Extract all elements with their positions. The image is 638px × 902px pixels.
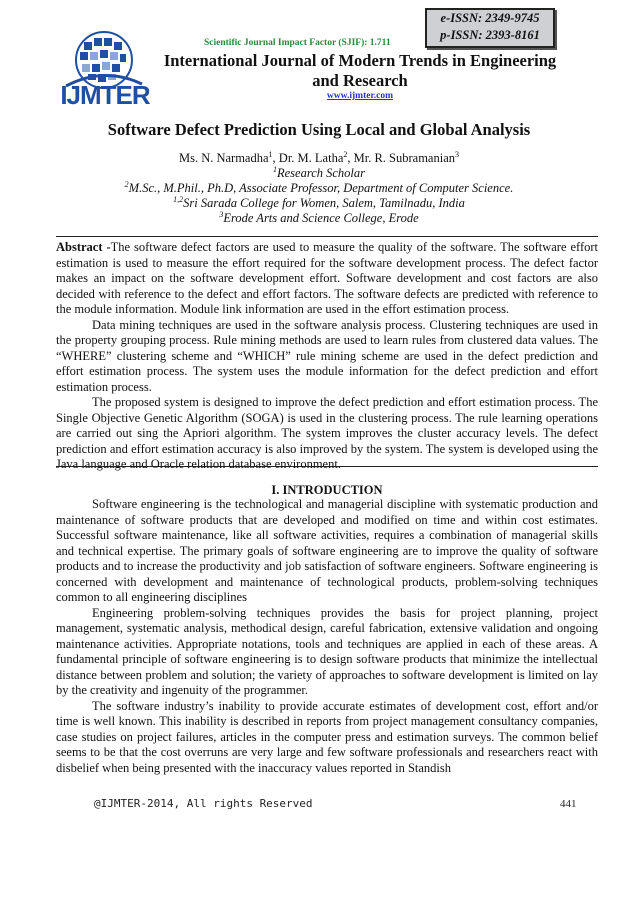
abstract-section [56,240,598,473]
journal-name [150,51,570,91]
author-2: , Dr. M. Latha [272,151,344,165]
paper-title: Software Defect Prediction Using Local and Global Analysis [107,120,531,139]
abstract-paragraph-2: Data mining techniques are used in the software analysis process. Clustering techniques are used in the property grouping process. Rule mining methods are used to learn rules from clustered data values. The “WHERE” clustering scheme and “WHICH” rule mining scheme are used in the defect prediction and effort estimation process. The system uses the module information for the defect prediction and effort estimation process. [56,317,598,394]
abstract-label: Abstract - [56,240,111,254]
author-1-sup: 1 [268,149,273,159]
abstract-bottom-rule [56,466,598,467]
intro-paragraph-2: Engineering problem-solving techniques provides the basis for project planning, project management, systematic analysis, methodical design, careful fabrication, extensive validation and ongoing maintenance activities. Appropriate notations, tools and techniques are applied in each of these areas. A fundamental principle of software engineering is to design software products that minimize the intellectual distance between problem and solution; the variety of approaches to software development is limited on lay by the creativity and ingenuity of the programmer. [56,605,598,697]
e-issn: e-ISSN: 2349-9745 [440,11,540,25]
affiliation-2-text: M.Sc., M.Phil., Ph.D, Associate Professor, Department of Computer Science. [128,181,514,195]
intro-paragraph-1: Software engineering is the technological and managerial discipline with systematic production and maintenance of software products that are developed and modified on time and within cost estimates. Successful software maintenance, like all software activities, requires a combination of managerial skills and technical expertise. The primary goals of software engineering are to improve the quality of software products and to increase the productivity and job satisfaction of software engineers. Software engineering is concerned with development and maintenance of technological products, problem-solving techniques common to all engineering disciplines [56,497,598,604]
affiliation-2 [40,181,598,196]
abstract-top-rule [56,236,598,237]
affiliation-1-sup: 1 [272,164,277,174]
intro-paragraph-3: The software industry’s inability to provide accurate estimates of development cost, effort and/or time is well known. This inability is described in reports from project management consultancy companies, case studies on project failures, articles in the computer press and estimation surveys. The common belief seems to be that the cost overruns are very large and few software professionals and researchers react with disbelief when being presented with the inaccuracy values reported in Standish [56,698,598,775]
author-block [40,151,598,226]
journal-url-link[interactable]: www.ijmter.com [326,91,394,101]
footer-copyright: @IJMTER-2014, All rights Reserved [94,797,313,810]
author-2-sup: 2 [343,149,348,159]
issn-box [425,8,555,48]
author-3-sup: 3 [455,149,460,159]
abstract-paragraph-1 [56,240,598,318]
abstract-paragraph-3: The proposed system is designed to improve the defect prediction and effort estimation process. The Single Objective Genetic Algorithm (SOGA) is used in the clustering process. The rule learning operations are carried out sing the Apriori algorithm. The system improves the cluster accuracy levels. The defect prediction and effort estimation accuracy is also improved by the system. The system is developed using the Java language and Oracle relation database environment. [56,395,598,471]
author-1: Ms. N. Narmadha [178,151,269,165]
author-3: , Mr. R. Subramanian [347,151,456,165]
abstract-paragraph-1-text: The software defect factors are used to measure the quality of the software. The software effort estimation is used to measure the effort required for the software development process. The defect factor makes an impact on the software development effort. Software development and cost factors are also decided with reference to the defect and effort factors. The software defects are predicted with reference to the module information. Module link information are used in the effort estimation process. [56,240,598,316]
p-issn: p-ISSN: 2393-8161 [440,28,540,42]
introduction-section [56,497,598,776]
affiliation-4-text: Erode Arts and Science College, Erode [223,211,419,225]
affiliation-4-sup: 3 [219,209,224,219]
author-names [40,151,598,166]
page-number: 441 [560,798,577,810]
affiliation-3-text: Sri Sarada College for Women, Salem, Tamilnadu, India [183,196,465,210]
journal-name-line1: International Journal of Modern Trends in Engineering [163,51,557,70]
affiliation-4 [40,211,598,226]
affiliation-3 [40,196,598,211]
section-heading-introduction: I. INTRODUCTION [271,483,383,497]
affiliation-2-sup: 2 [124,179,129,189]
affiliation-1 [40,166,598,181]
sjif-impact-factor: Scientific Journal Impact Factor (SJIF): 1.711 [204,38,391,48]
affiliation-3-sup: 1,2 [173,194,184,204]
affiliation-1-text: Research Scholar [276,166,366,180]
journal-name-line2: and Research [312,71,408,90]
logo-wordmark: IJMTER [60,80,150,110]
